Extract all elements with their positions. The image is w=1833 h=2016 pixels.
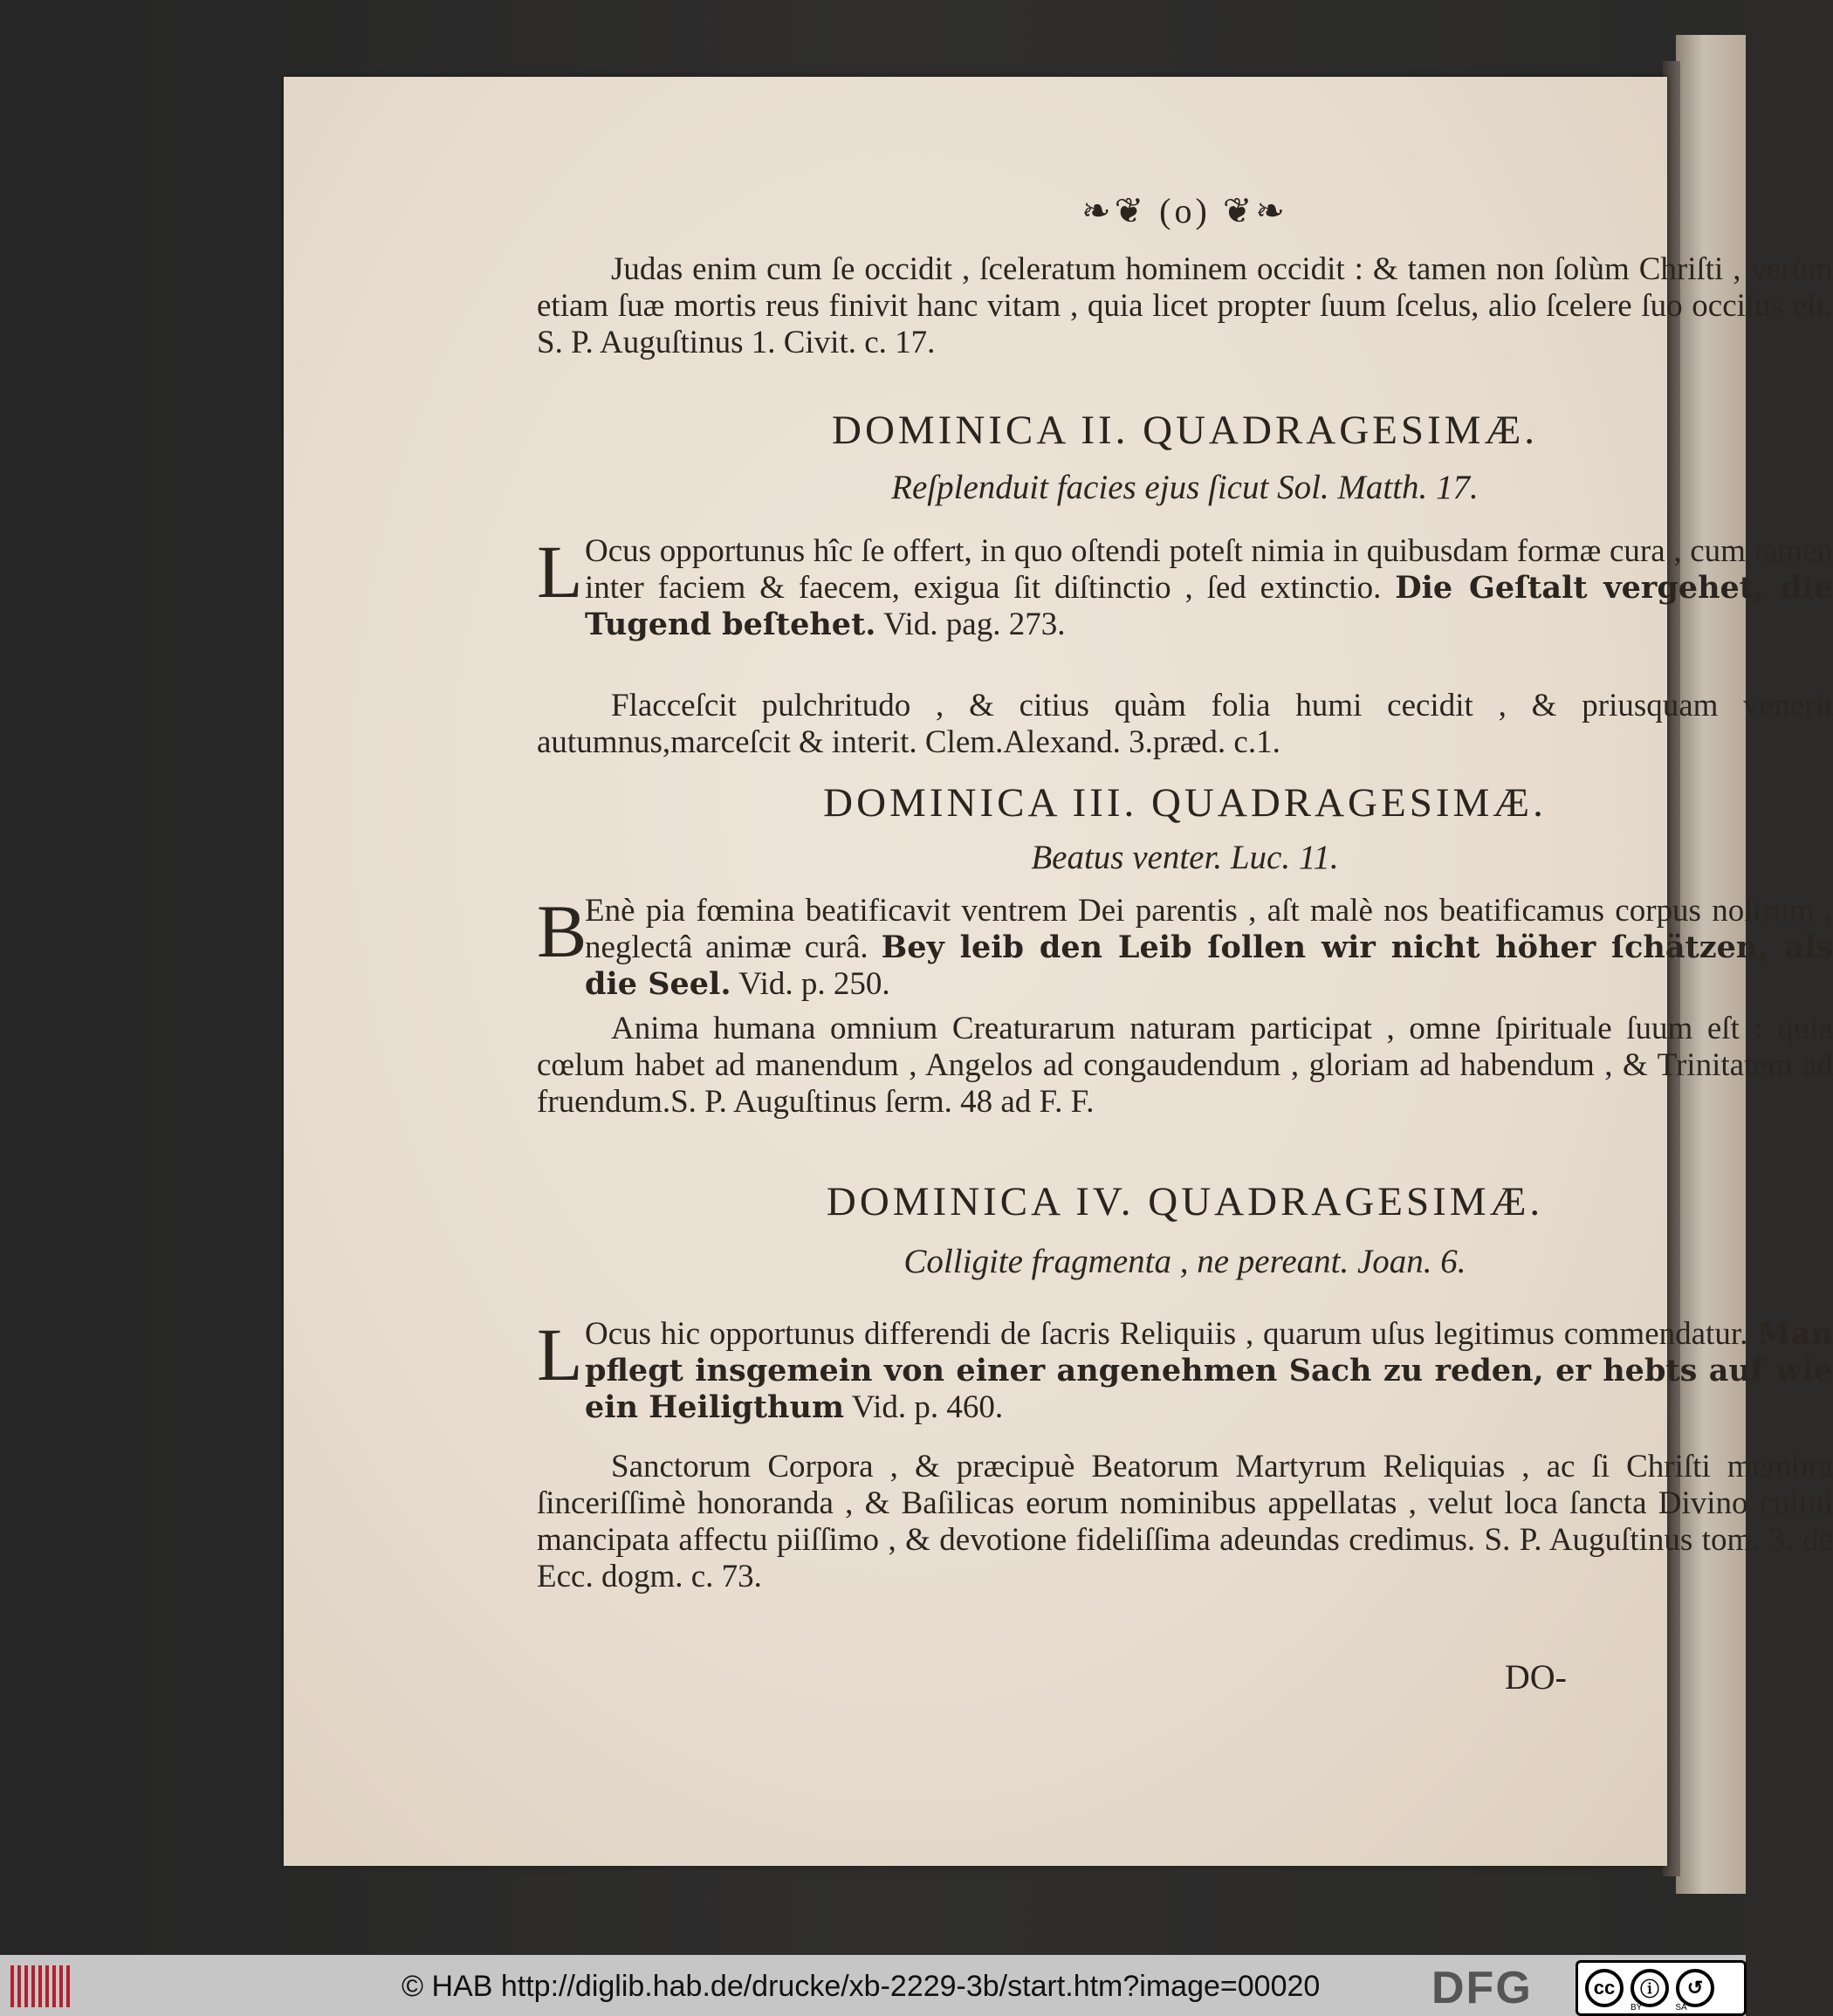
paragraph-text: Judas enim cum ſe occidit , ſceleratum hominem occidit : & tamen non ſolùm Chriſti , verùm etiam ſuæ mortis reus finivit hanc vitam , quia licet propter ſuum ſcelus, alio ſcelere ſuo occiſus eſt. S. P. Auguſtinus 1. Civit. c. 17. (537, 251, 1833, 360)
ornament-right: ❦❧ (1210, 191, 1288, 230)
page-number-placeholder: (o) (1159, 191, 1211, 230)
drop-cap: L (537, 1313, 583, 1396)
dropcap-paragraph (537, 530, 1833, 643)
page-reference: Vid. p. 460. (851, 1389, 1004, 1425)
paragraph-anima-humana (537, 1011, 1833, 1121)
latin-text: Enè pia fœmina beatificavit ventrem Dei parentis , aſt malè nos beatificamus corpus noſtrum , neglectâ animæ curâ. (585, 893, 1833, 965)
copyright-url[interactable]: © HAB http://diglib.hab.de/drucke/xb-2229-3b/start.htm?image=00020 (402, 1970, 1321, 2003)
cc-license-badge[interactable] (1576, 1960, 1747, 2016)
heading-dominica-iii: DOMINICA III. QUADRAGESIMÆ. (823, 780, 1547, 826)
sa-label: SA (1675, 2002, 1687, 2013)
cc-icon: cc (1585, 1969, 1624, 2007)
heading-dominica-ii: DOMINICA II. QUADRAGESIMÆ. (832, 408, 1538, 453)
paragraph-text: Flacceſcit pulchritudo , & citius quàm folia humi cecidit , & priusquam venerit autumnus,marceſcit & interit. Clem.Alexand. 3.præd. c.1. (537, 688, 1833, 760)
german-fraktur-text: Bey leib den Leib ſollen wir nicht höher ſchätzen, als die Seel. (585, 929, 1833, 1002)
paragraph-sanctorum-corpora (537, 1449, 1833, 1595)
paragraph-flaccescit (537, 688, 1833, 761)
paragraph-text: Anima humana omnium Creaturarum naturam participat , omne ſpirituale ſuum eſt : quia cœlum habet ad manendum , Angelos ad congaudendum , gloriam ad habendum , & Trinitatem ad fruendum.S. P. Auguſtinus ſerm. 48 ad F. F. (537, 1011, 1833, 1120)
paragraph-text: Sanctorum Corpora , & præcipuè Beatorum Martyrum Reliquias , ac ſi Chriſti membra ſinceriſſimè honoranda , & Baſilicas eorum nominibus appellatas , velut loca ſancta Divino cultui mancipata affectu piiſſimo , & devotione fideliſſima adeundas credimus. S. P. Auguſtinus tom. 3. de Ecc. dogm. c. 73. (537, 1449, 1833, 1594)
paragraph-locus-opportunus (537, 530, 1833, 643)
sa-icon: ↺ (1676, 1969, 1714, 2007)
subheading-dominica-iii: Beatus venter. Luc. 11. (1031, 839, 1339, 876)
running-head (537, 190, 1833, 231)
paragraph-judas (537, 251, 1833, 361)
latin-text: Ocus opportunus hîc ſe offert, in quo oſtendi poteſt nimia in quibusdam formæ cura , cum tamen inter faciem & faecem, exigua ſit diſtinctio , ſed extinctio. (585, 533, 1833, 606)
latin-text: Ocus hic opportunus differendi de ſacris Reliquiis , quarum uſus legitimus commendatur. (585, 1316, 1748, 1352)
subheading-dominica-iv: Colligite fragmenta , ne pereant. Joan. 6. (903, 1243, 1466, 1280)
page-reference: Vid. p. 250. (738, 966, 890, 1002)
paragraph-bene-pia (537, 889, 1833, 1003)
dropcap-paragraph (537, 1313, 1833, 1426)
german-fraktur-text: Die Geſtalt vergehet, die Tugend beſtehet. (585, 570, 1833, 642)
book-page (284, 77, 1833, 1866)
viewer-footer (0, 1955, 1746, 2016)
by-icon: ⓘ (1630, 1969, 1669, 2007)
dfg-logo[interactable]: DFG (1431, 1963, 1533, 2013)
barcode-icon (10, 1965, 72, 2007)
drop-cap: L (537, 530, 583, 614)
german-fraktur-text: Man pflegt insgemein von einer angenehmen Sach zu reden, er hebts auf wie ein Heiligthum (585, 1316, 1833, 1425)
ornament-left: ❧❦ (1081, 191, 1160, 230)
subheading-dominica-ii: Reſplenduit facies ejus ſicut Sol. Matth. 17. (891, 469, 1479, 506)
page-reference: Vid. pag. 273. (883, 607, 1066, 642)
by-label: BY (1630, 2002, 1643, 2013)
drop-cap: B (537, 889, 587, 973)
catchword: DO- (1504, 1657, 1567, 1697)
paragraph-locus-hic (537, 1313, 1833, 1426)
dropcap-paragraph (537, 889, 1833, 1003)
heading-dominica-iv: DOMINICA IV. QUADRAGESIMÆ. (826, 1179, 1544, 1224)
